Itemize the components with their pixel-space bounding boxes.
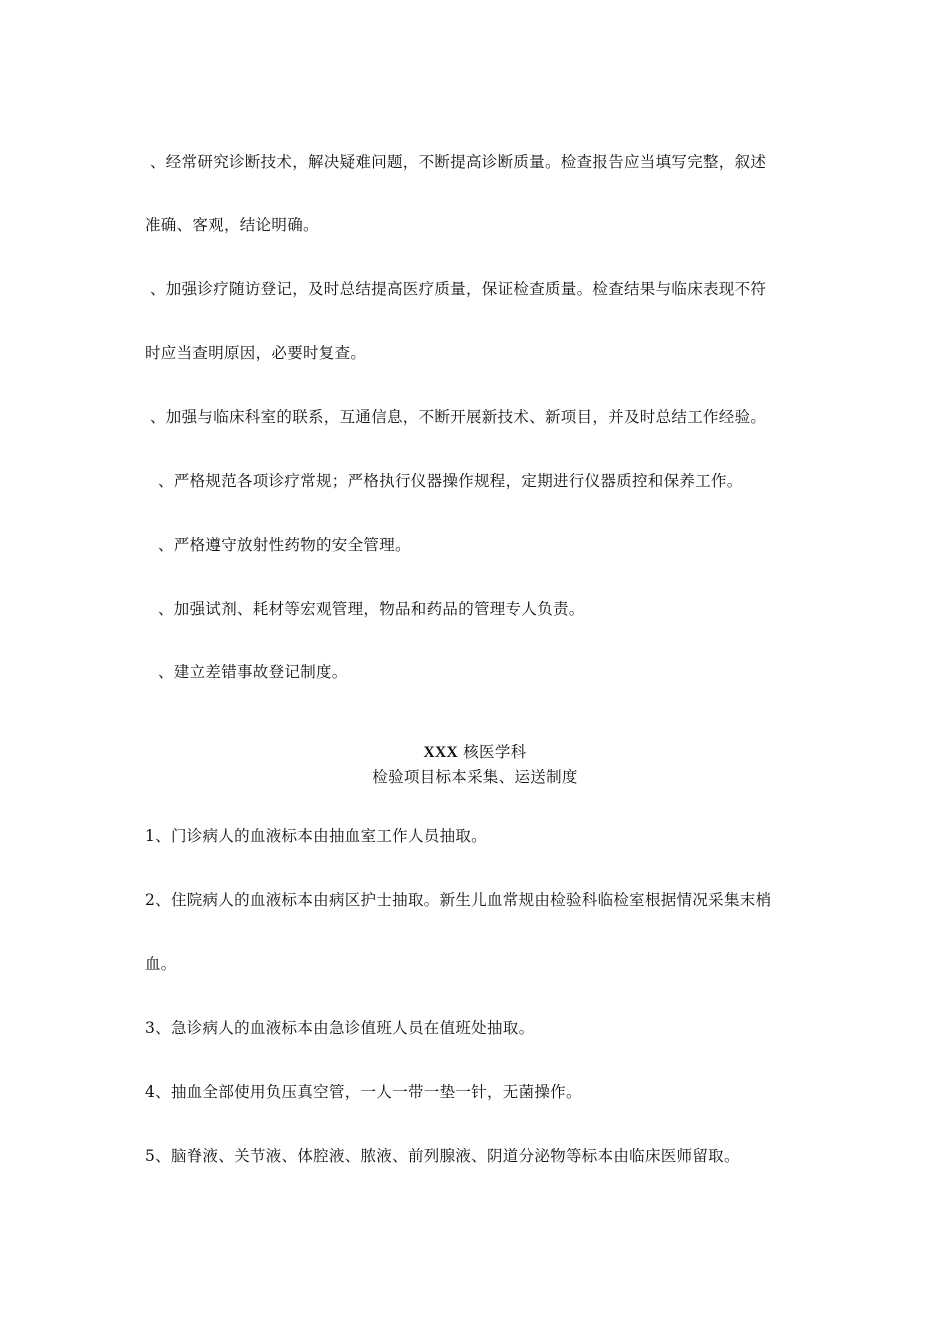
paragraph-line: 2、住院病人的血液标本由病区护士抽取。新生儿血常规由检验科临检室根据情况采集末梢 [145, 891, 772, 909]
paragraph-line: 3、急诊病人的血液标本由急诊值班人员在值班处抽取。 [145, 1019, 535, 1037]
paragraph-line: 、严格遵守放射性药物的安全管理。 [158, 536, 411, 554]
section-title: 检验项目标本采集、运送制度 [372, 768, 578, 786]
paragraph-line: 时应当查明原因，必要时复查。 [145, 344, 367, 362]
paragraph-line: 、加强试剂、耗材等宏观管理，物品和药品的管理专人负责。 [158, 600, 585, 618]
paragraph-line: 准确、客观，结论明确。 [145, 216, 319, 234]
paragraph-line: 血。 [145, 955, 177, 973]
paragraph-line: 、加强与临床科室的联系，互通信息，不断开展新技术、新项目，并及时总结工作经验。 [150, 408, 767, 426]
department-name: 核医学科 [463, 743, 527, 761]
paragraph-line: 、建立差错事故登记制度。 [158, 663, 348, 681]
paragraph-line: 5、脑脊液、关节液、体腔液、脓液、前列腺液、阴道分泌物等标本由临床医师留取。 [145, 1147, 740, 1165]
paragraph-line: 1、门诊病人的血液标本由抽血室工作人员抽取。 [145, 827, 487, 845]
paragraph-line: 4、抽血全部使用负压真空管，一人一带一垫一针，无菌操作。 [145, 1083, 582, 1101]
paragraph-line: 、加强诊疗随访登记，及时总结提高医疗质量，保证检查质量。检查结果与临床表现不符 [150, 280, 767, 298]
paragraph-line: 、经常研究诊断技术，解决疑难问题，不断提高诊断质量。检查报告应当填写完整，叙述 [150, 153, 767, 171]
paragraph-line: 、严格规范各项诊疗常规；严格执行仪器操作规程，定期进行仪器质控和保养工作。 [158, 472, 743, 490]
organization-name: XXX [423, 744, 459, 761]
section-department-heading [0, 742, 950, 763]
